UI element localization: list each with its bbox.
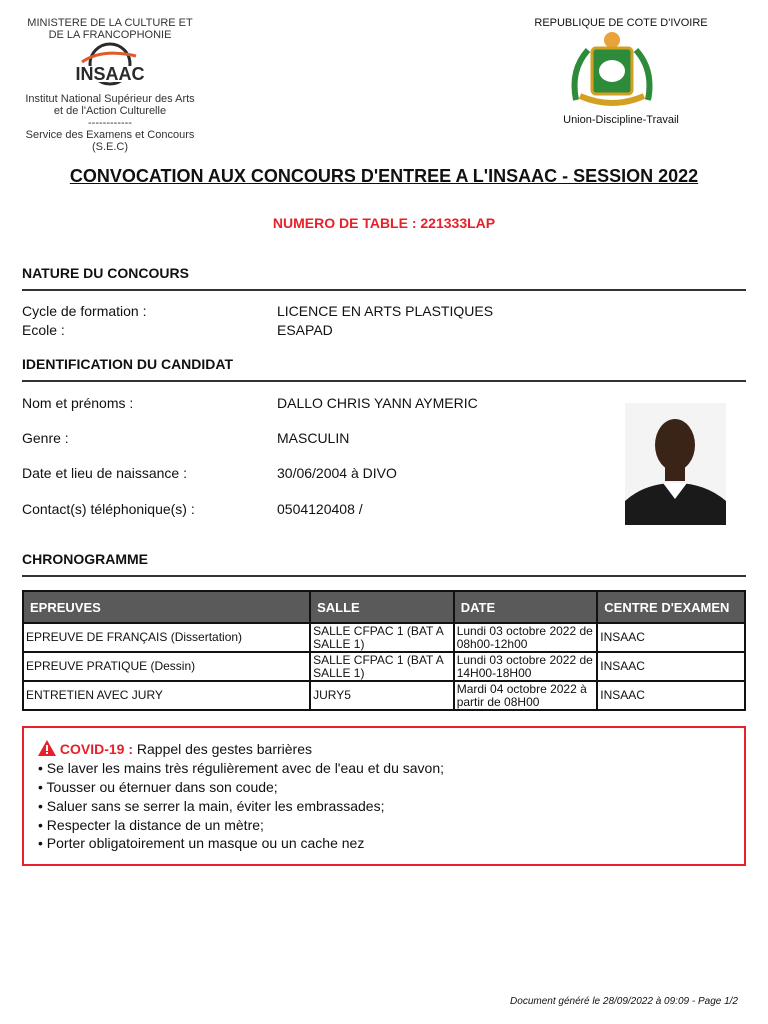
- section-chrono-heading: CHRONOGRAMME: [22, 551, 148, 567]
- gender-label: Genre :: [22, 430, 69, 446]
- covid-title-line: [38, 740, 312, 757]
- covid-intro: Rappel des gestes barrières: [136, 741, 313, 757]
- separator: ------------: [88, 117, 132, 129]
- document-footer: Document généré le 28/09/2022 à 09:09 - Page 1/2: [510, 996, 738, 1007]
- gender-value: MASCULIN: [277, 430, 350, 446]
- table-row: [23, 681, 745, 710]
- ministry-name: [10, 17, 210, 41]
- covid-item: • Tousser ou éternuer dans son coude;: [38, 779, 278, 795]
- name-value: DALLO CHRIS YANN AYMERIC: [277, 395, 478, 411]
- covid-item: • Saluer sans se serrer la main, éviter les embrassades;: [38, 798, 385, 814]
- birth-label: Date et lieu de naissance :: [22, 465, 187, 481]
- table-number: NUMERO DE TABLE : 221333LAP: [272, 215, 496, 231]
- exam-name: EPREUVE PRATIQUE (Dessin): [23, 652, 310, 681]
- section-divider: [22, 289, 746, 291]
- exam-room: JURY5: [310, 681, 454, 710]
- column-header: EPREUVES: [23, 591, 310, 623]
- phone-label: Contact(s) téléphonique(s) :: [22, 501, 195, 517]
- covid-item: • Se laver les mains très régulièrement avec de l'eau et du savon;: [38, 760, 445, 776]
- exam-date: Mardi 04 octobre 2022 à partir de 08H00: [454, 681, 598, 710]
- covid-item: • Respecter la distance de un mètre;: [38, 817, 264, 833]
- column-header: DATE: [454, 591, 598, 623]
- table-row: [23, 652, 745, 681]
- exam-room: SALLE CFPAC 1 (BAT A SALLE 1): [310, 623, 454, 652]
- column-header: CENTRE D'EXAMEN: [597, 591, 745, 623]
- exam-name: EPREUVE DE FRANÇAIS (Dissertation): [23, 623, 310, 652]
- exam-room: SALLE CFPAC 1 (BAT A SALLE 1): [310, 652, 454, 681]
- name-label: Nom et prénoms :: [22, 395, 134, 411]
- cycle-value: LICENCE EN ARTS PLASTIQUES: [277, 303, 494, 319]
- institute-line-2: et de l'Action Culturelle: [53, 105, 167, 117]
- exam-date: Lundi 03 octobre 2022 de 14H00-18H00: [454, 652, 598, 681]
- covid-notice: [22, 726, 746, 866]
- logo-wordmark: INSAAC: [75, 64, 145, 84]
- ministry-line-1: MINISTERE DE LA CULTURE ET: [27, 17, 193, 29]
- cycle-label: Cycle de formation :: [22, 303, 147, 319]
- table-header-row: [23, 591, 745, 623]
- phone-value: 0504120408 /: [277, 501, 363, 517]
- section-divider: [22, 380, 746, 382]
- institute-line-1: Institut National Supérieur des Arts: [25, 93, 195, 105]
- ministry-line-2: DE LA FRANCOPHONIE: [48, 29, 172, 41]
- national-motto: Union-Discipline-Travail: [563, 114, 679, 126]
- section-candidate-heading: IDENTIFICATION DU CANDIDAT: [22, 356, 234, 372]
- exam-name: ENTRETIEN AVEC JURY: [23, 681, 310, 710]
- document-title: CONVOCATION AUX CONCOURS D'ENTREE A L'INSAAC - SESSION 2022: [69, 166, 699, 186]
- school-value: ESAPAD: [277, 322, 333, 338]
- table-row: [23, 623, 745, 652]
- column-header: SALLE: [310, 591, 454, 623]
- service-line-2: (S.E.C): [91, 141, 129, 153]
- exam-date: Lundi 03 octobre 2022 de 08h00-12h00: [454, 623, 598, 652]
- candidate-photo: [625, 403, 726, 525]
- school-label: Ecole :: [22, 322, 65, 338]
- covid-label: COVID-19 :: [59, 741, 134, 757]
- insaac-logo: [62, 42, 158, 90]
- section-divider: [22, 575, 746, 577]
- covid-item: • Porter obligatoirement un masque ou un cache nez: [38, 835, 365, 851]
- schedule-table: [22, 590, 746, 711]
- institute-block: [10, 93, 210, 153]
- exam-center: INSAAC: [597, 652, 745, 681]
- birth-value: 30/06/2004 à DIVO: [277, 465, 397, 481]
- section-nature-heading: NATURE DU CONCOURS: [22, 265, 189, 281]
- service-line-1: Service des Examens et Concours: [25, 129, 195, 141]
- coat-of-arms-icon: [566, 30, 658, 112]
- exam-center: INSAAC: [597, 681, 745, 710]
- country-name: REPUBLIQUE DE COTE D'IVOIRE: [534, 17, 708, 29]
- exam-center: INSAAC: [597, 623, 745, 652]
- warning-icon: [38, 740, 56, 756]
